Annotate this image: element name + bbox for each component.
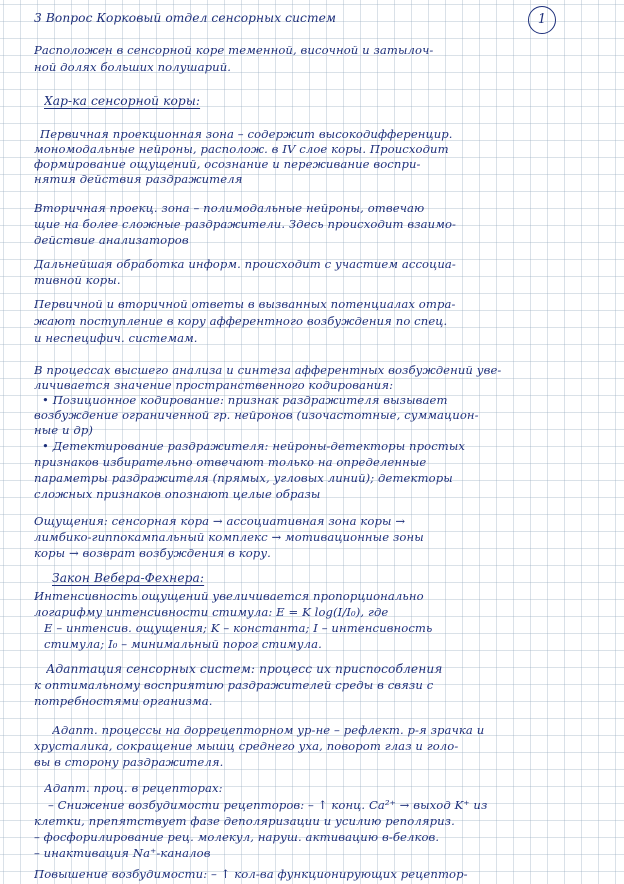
text-line: логарифму интенсивности стимула: E = K log(I/I₀), где: [34, 605, 389, 619]
text-line: потребностями организма.: [34, 694, 213, 708]
text-line: Повышение возбудимости: – ↑ кол-ва функционирующих рецептор-: [34, 867, 468, 881]
text-line: сложных признаков опознают целые образы: [34, 487, 321, 501]
page-number: 1: [528, 6, 556, 34]
section-heading: Закон Вебера-Фехнера:: [52, 571, 205, 585]
text-line: Первичная проекционная зона – содержит высокодифференцир.: [40, 127, 453, 141]
text-line: и неспецифич. системам.: [34, 331, 198, 345]
text-line: Ощущения: сенсорная кора → ассоциативная зона коры →: [34, 514, 406, 528]
text-line: личивается значение пространственного кодирования:: [34, 378, 394, 392]
text-line: мономодальные нейроны, располож. в IV слое коры. Происходит: [34, 142, 449, 156]
text-line: действие анализаторов: [34, 233, 189, 247]
text-line: тивной коры.: [34, 273, 121, 287]
text-line: клетки, препятствует фазе деполяризации и усилию реполяриз.: [34, 814, 455, 828]
text-line: ной долях больших полушарий.: [34, 60, 232, 74]
text-line: • Детектирование раздражителя: нейроны-детекторы простых: [42, 439, 466, 453]
text-line: жают поступление в кору афферентного возбуждения по спец.: [34, 314, 448, 328]
text-line: щие на более сложные раздражители. Здесь происходит взаимо-: [34, 217, 457, 231]
text-line: – инактивация Na⁺-каналов: [34, 846, 211, 860]
text-line: Адапт. проц. в рецепторах:: [44, 781, 223, 795]
text-line: лимбико-гиппокампальный комплекс → мотивационные зоны: [34, 530, 424, 544]
section-heading: Хар-ка сенсорной коры:: [44, 94, 201, 108]
text-line: Первичной и вторичной ответы в вызванных потенциалах отра-: [34, 297, 456, 311]
title-line: 3 Вопрос Корковый отдел сенсорных систем: [34, 11, 337, 25]
text-line: нятия действия раздражителя: [34, 172, 243, 186]
text-line: В процессах высшего анализа и синтеза афферентных возбуждений уве-: [34, 363, 502, 377]
text-line: • Позиционное кодирование: признак раздражителя вызывает: [42, 393, 448, 407]
text-line: к оптимальному восприятию раздражителей среды в связи с: [34, 678, 434, 692]
text-line: Расположен в сенсорной коре теменной, височной и затылоч-: [34, 43, 434, 57]
text-line: – фосфорилирование рец. молекул, наруш. активацию в-белков.: [34, 830, 440, 844]
text-line: – Снижение возбудимости рецепторов: – ↑ конц. Ca²⁺ → выход K⁺ из: [48, 798, 488, 812]
text-line: вы в сторону раздражителя.: [34, 755, 224, 769]
text-line: E – интенсив. ощущения; K – константа; I – интенсивность: [44, 621, 433, 635]
text-line: признаков избирательно отвечают только на определенные: [34, 455, 427, 469]
text-line: Дальнейшая обработка информ. происходит с участием ассоциа-: [34, 257, 456, 271]
text-line: Вторичная проекц. зона – полимодальные нейроны, отвечаю: [34, 201, 425, 215]
text-line: хрусталика, сокращение мышц среднего уха, поворот глаз и голо-: [34, 739, 459, 753]
text-line: возбуждение ограниченной гр. нейронов (изочастотные, суммацион-: [34, 408, 479, 422]
text-line: коры → возврат возбуждения в кору.: [34, 546, 271, 560]
text-line: формирование ощущений, осознание и переживание воспри-: [34, 157, 421, 171]
section-heading: Адаптация сенсорных систем: процесс их приспособления: [46, 662, 443, 676]
text-line: параметры раздражителя (прямых, угловых линий); детекторы: [34, 471, 453, 485]
text-line: стимула; I₀ – минимальный порог стимула.: [44, 637, 322, 651]
text-line: Интенсивность ощущений увеличивается пропорционально: [34, 589, 424, 603]
text-line: ные и др): [34, 423, 93, 437]
text-line: Адапт. процессы на доррецепторном ур-не – рефлект. р-я зрачка и: [52, 723, 485, 737]
